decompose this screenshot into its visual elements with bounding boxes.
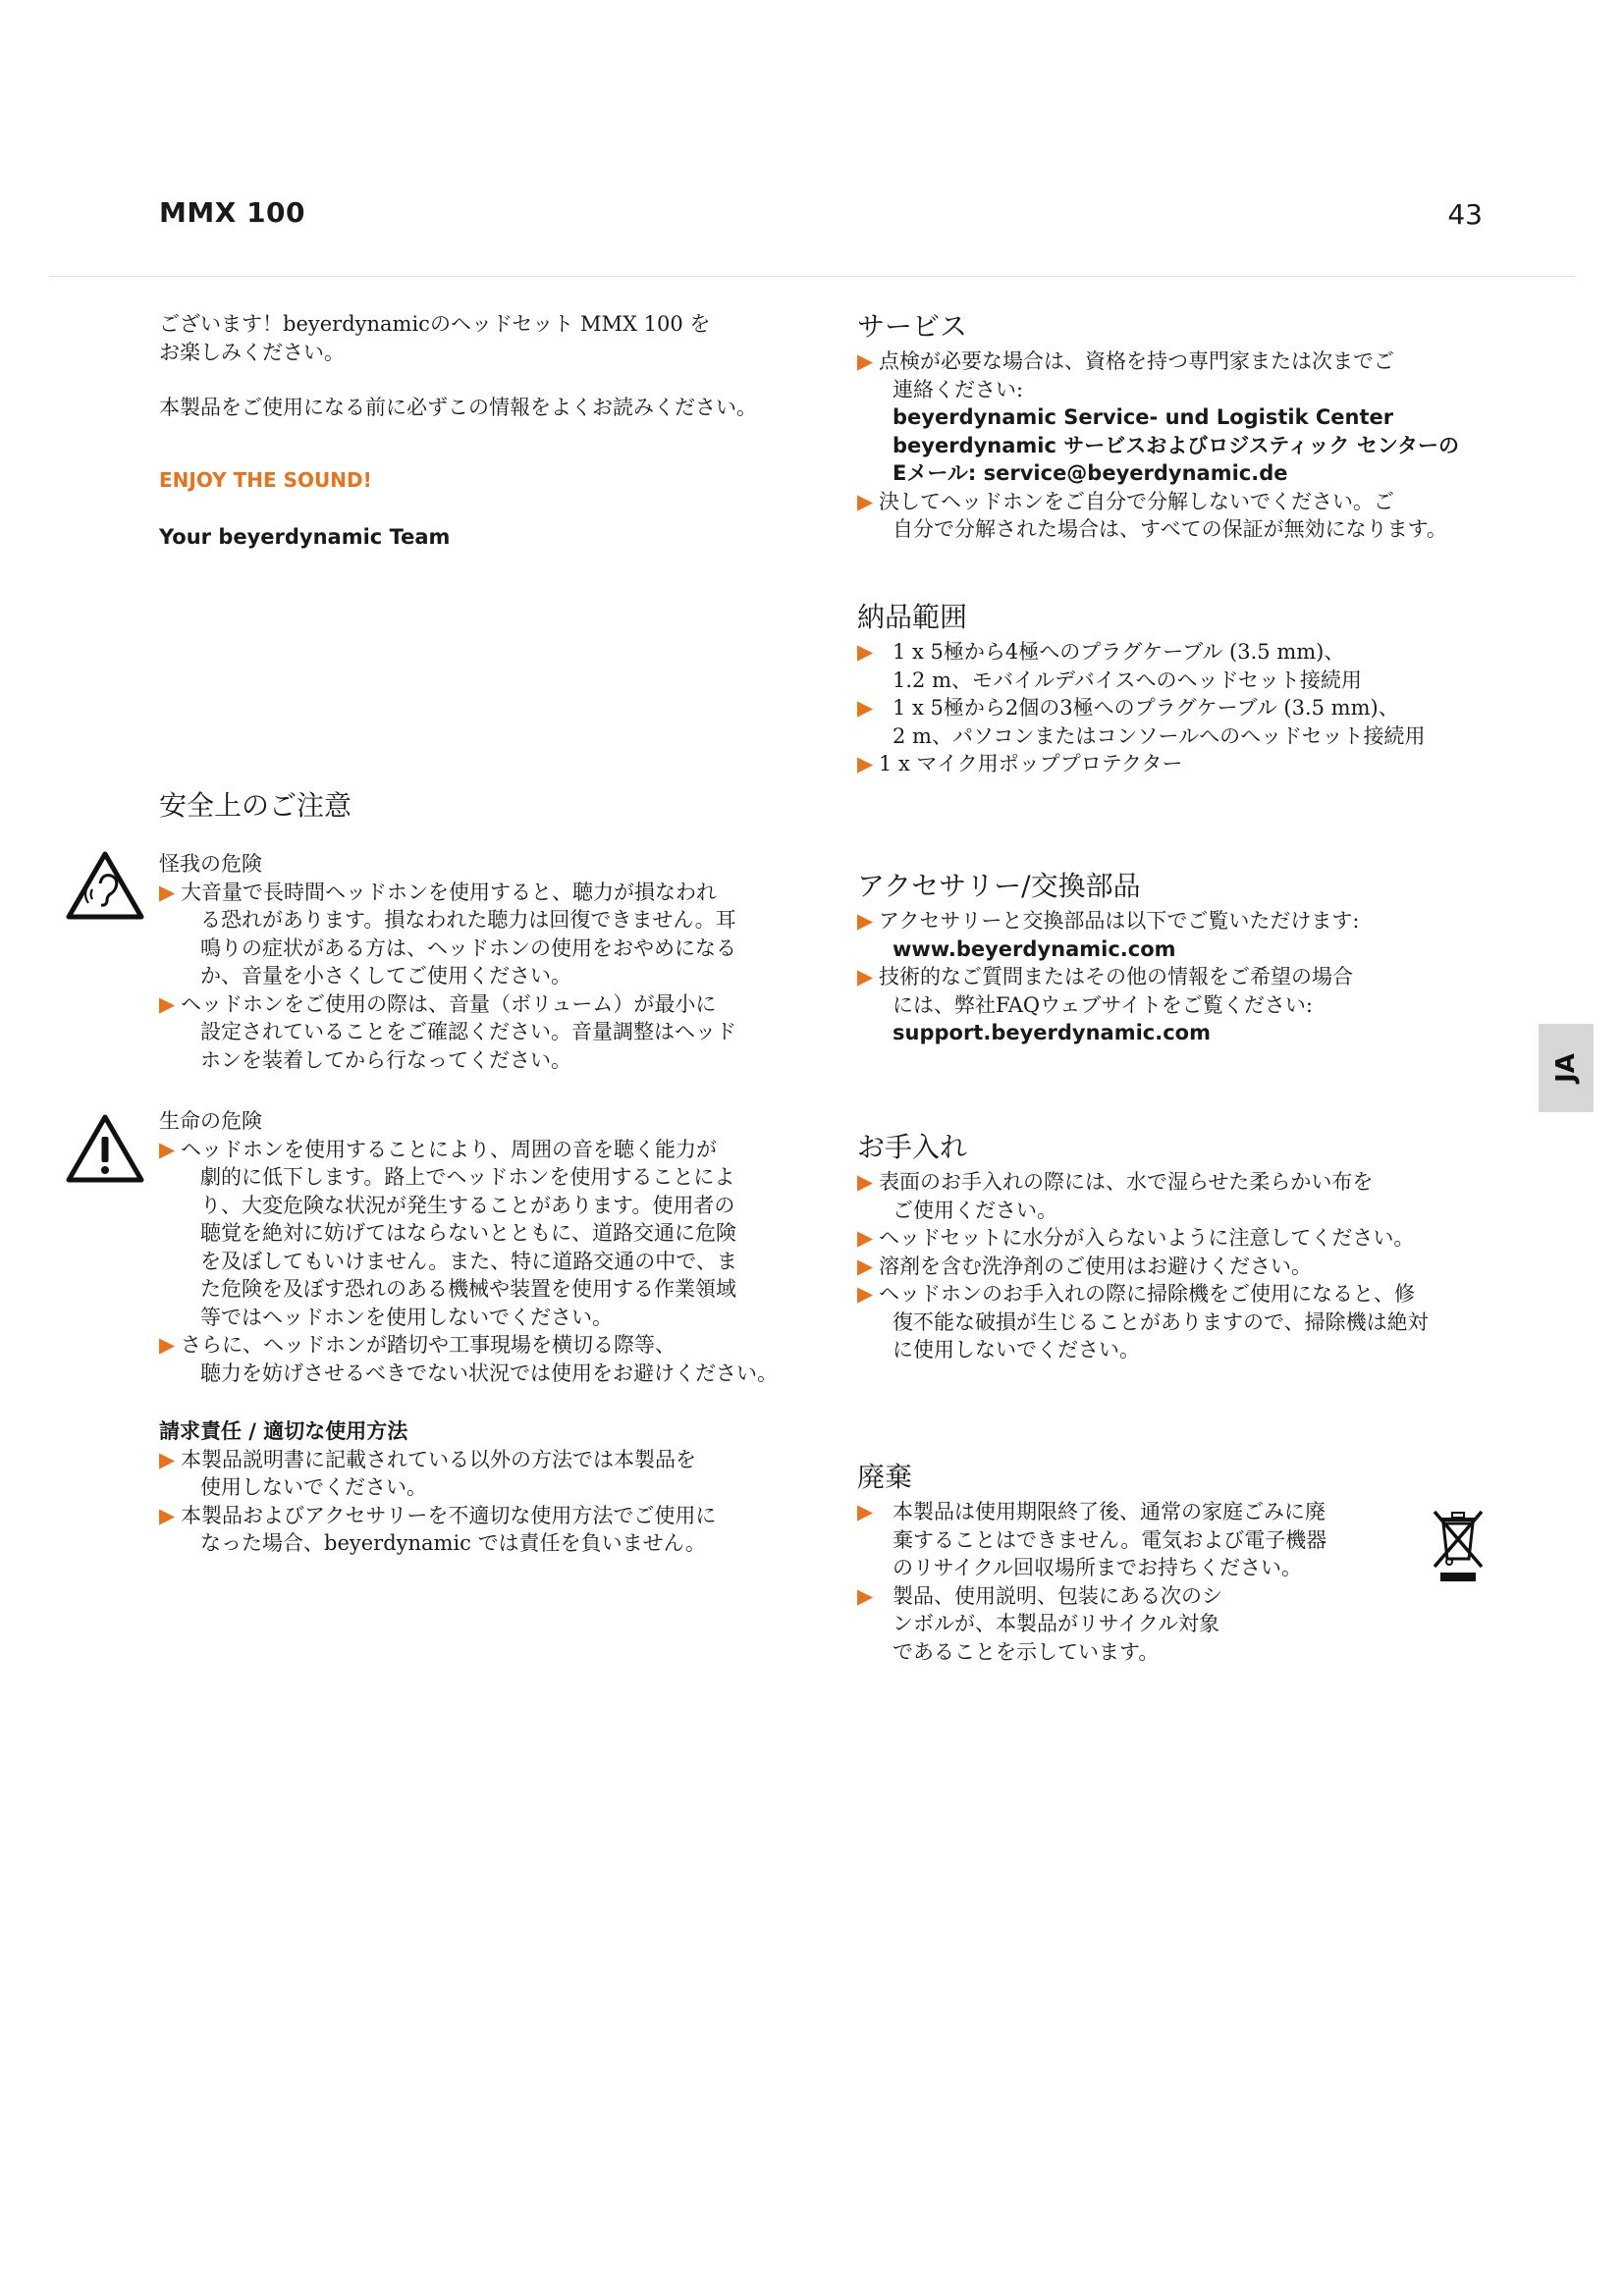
bullet-marker: ▶ [857, 1500, 874, 1523]
bullet-marker: ▶ [159, 1447, 176, 1471]
item-line: 連絡ください: [893, 377, 1024, 401]
section-title: アクセサリー/交換部品 [857, 870, 1141, 902]
item-line: 聴力を妨げさせるべきでない状況では使用をお避けください。 [200, 1361, 778, 1385]
section-title: サービス [857, 310, 968, 343]
item-line: 決してヘッドホンをご自分で分解しないでください。ご [879, 489, 1394, 513]
team-signature: Your beyerdynamic Team [159, 525, 451, 549]
service-center-name: beyerdynamic Service- und Logistik Center [893, 405, 1394, 429]
life-block [159, 1107, 787, 1387]
list-item [159, 990, 787, 1019]
scope-section [857, 601, 1486, 778]
list-item [857, 488, 1486, 516]
crossed-bin-icon [1429, 1508, 1488, 1584]
item-line: ヘッドホンのお手入れの際に掃除機をご使用になると、修 [879, 1282, 1415, 1306]
item-line: 大音量で長時間ヘッドホンを使用すると、聴力が損なわれ [181, 880, 717, 904]
item-line: 2 m、パソコンまたはコンソールへのヘッドセット接続用 [893, 723, 1426, 748]
item-line: ホンを装着してから行なってください。 [200, 1047, 571, 1072]
section-title: 安全上のご注意 [159, 789, 352, 822]
item-line: 鳴りの症状がある方は、ヘッドホンの使用をおやめになる [200, 935, 736, 960]
list-item [857, 1253, 1486, 1281]
service-email: Eメール: service@beyerdynamic.de [893, 461, 1288, 485]
list-item [159, 879, 787, 907]
list-item [159, 1331, 787, 1360]
bullet-marker: ▶ [857, 1254, 874, 1278]
warning-triangle-icon [65, 1113, 145, 1184]
item-line: 本製品説明書に記載されている以外の方法では本製品を [181, 1447, 696, 1471]
item-line: り、大変危険な状況が発生することがあります。使用者の [200, 1193, 735, 1217]
list-item [857, 694, 1486, 750]
bullet-marker: ▶ [857, 909, 874, 933]
item-line: 製品、使用説明、包装にある次のシ [893, 1583, 1222, 1608]
item-line: ご使用ください。 [893, 1198, 1057, 1222]
item-line: 棄することはできません。電気および電子機器 [893, 1527, 1327, 1552]
bullet-marker: ▶ [857, 752, 874, 775]
item-line: 本製品およびアクセサリーを不適切な使用方法でご使用に [181, 1503, 717, 1527]
item-continuation [159, 1360, 787, 1388]
item-line: であることを示しています。 [893, 1639, 1160, 1664]
bullet-marker: ▶ [159, 1333, 176, 1357]
item-line: 使用しないでください。 [200, 1475, 427, 1499]
slogan: ENJOY THE SOUND! [159, 467, 372, 492]
list-item [857, 1280, 1486, 1308]
item-continuation [159, 1163, 787, 1331]
list-item [159, 1136, 787, 1164]
item-line: 表面のお手入れの際には、水で湿らせた柔らかい布を [879, 1170, 1374, 1194]
intro-line: ございます！beyerdynamicのヘッドセット MMX 100 を [159, 312, 711, 336]
accessories-section [857, 870, 1486, 1047]
bullet-marker: ▶ [159, 991, 176, 1016]
bullet-marker: ▶ [857, 1282, 874, 1306]
section-title: 廃棄 [857, 1461, 913, 1493]
language-code: JA [1550, 1053, 1581, 1083]
list-item [857, 347, 1486, 376]
intro-line: 本製品をご使用になる前に必ずこの情報をよくお読みください。 [159, 396, 757, 419]
item-continuation [857, 1197, 1486, 1225]
item-line: 点検が必要な場合は、資格を持つ専門家または次までご [879, 349, 1394, 373]
item-line: ヘッドセットに水分が入らないように注意してください。 [879, 1226, 1415, 1250]
item-line: 溶剤を含む洗浄剤のご使用はお避けください。 [879, 1254, 1312, 1278]
item-continuation [857, 515, 1486, 544]
list-item [159, 1502, 787, 1530]
website-link[interactable]: www.beyerdynamic.com [893, 936, 1176, 961]
bullet-marker: ▶ [857, 640, 874, 664]
item-continuation [159, 1018, 787, 1074]
item-line: ヘッドホンを使用することにより、周囲の音を聴く能力が [181, 1137, 717, 1161]
item-line: 技術的なご質問またはその他の情報をご希望の場合 [879, 965, 1353, 988]
safety-section [159, 789, 787, 827]
support-link[interactable]: support.beyerdynamic.com [893, 1021, 1211, 1044]
bullet-marker: ▶ [857, 696, 874, 720]
item-line: には、弊社FAQウェブサイトをご覧ください: [893, 992, 1313, 1017]
item-line: なった場合、beyerdynamic では責任を負いません。 [200, 1531, 706, 1555]
item-line: 本製品は使用期限終了後、通常の家庭ごみに廃 [893, 1500, 1326, 1523]
bullet-marker: ▶ [857, 489, 874, 513]
item-line: のリサイクル回収場所までお持ちください。 [893, 1556, 1303, 1579]
subsection-heading: 生命の危険 [159, 1109, 262, 1133]
item-line: 等ではヘッドホンを使用しないでください。 [200, 1305, 613, 1329]
item-line: 1 x マイク用ポッププロテクター [879, 752, 1183, 775]
header-divider [49, 276, 1575, 277]
list-item [857, 1168, 1486, 1197]
page-number: 43 [1447, 198, 1483, 231]
item-continuation [159, 1529, 787, 1558]
service-center-name: beyerdynamic サービスおよびロジスティック センターの [893, 433, 1459, 457]
item-continuation [857, 935, 1486, 964]
item-line: ンボルが、本製品がリサイクル対象 [893, 1612, 1220, 1635]
bullet-marker: ▶ [857, 349, 874, 373]
list-item [857, 638, 1486, 694]
intro-block [159, 310, 787, 552]
list-item [857, 963, 1486, 991]
intro-line: お楽しみください。 [159, 340, 345, 364]
care-section [857, 1131, 1486, 1364]
subsection-heading: 怪我の危険 [159, 852, 262, 876]
subsection-heading: 請求責任 / 適切な使用方法 [159, 1418, 408, 1443]
item-continuation [857, 376, 1486, 488]
item-line: ヘッドホンをご使用の際は、音量（ボリューム）が最小に [181, 991, 717, 1016]
item-continuation [857, 1308, 1486, 1364]
liability-block [159, 1417, 787, 1558]
item-line: 1 x 5極から2個の3極へのプラグケーブル (3.5 mm)、 [893, 696, 1399, 720]
item-line: た危険を及ぼす恐れのある機械や装置を使用する作業領域 [200, 1277, 736, 1301]
bullet-marker: ▶ [857, 965, 874, 988]
list-item [857, 1498, 1403, 1582]
service-section [857, 310, 1486, 544]
item-line: 設定されていることをご確認ください。音量調整はヘッド [200, 1020, 736, 1043]
document-title: MMX 100 [159, 196, 306, 229]
list-item [857, 1582, 1403, 1667]
list-item [857, 907, 1486, 935]
bullet-marker: ▶ [159, 1137, 176, 1161]
item-line: 自分で分解された場合は、すべての保証が無効になります。 [893, 517, 1447, 541]
item-line: 1.2 m、モバイルデバイスへのヘッドセット接続用 [893, 667, 1362, 692]
item-line: る恐れがあります。損なわれた聴力は回復できません。耳 [200, 908, 736, 932]
item-line: に使用しないでください。 [893, 1338, 1140, 1362]
item-line: 1 x 5極から4極へのプラグケーブル (3.5 mm)、 [893, 640, 1345, 664]
list-item [857, 1224, 1486, 1253]
language-tab [1539, 1024, 1594, 1112]
item-continuation [159, 906, 787, 990]
item-continuation [857, 991, 1486, 1047]
item-continuation [159, 1473, 787, 1502]
section-title: お手入れ [857, 1131, 968, 1163]
item-line: さらに、ヘッドホンが踏切や工事現場を横切る際等、 [181, 1333, 676, 1357]
item-line: 聴覚を絶対に妨げてはならないとともに、道路交通に危険 [200, 1221, 736, 1245]
disposal-section [857, 1461, 1486, 1666]
list-item [857, 750, 1486, 778]
item-line: 劇的に低下します。路上でヘッドホンを使用することによ [200, 1165, 735, 1189]
item-line: か、音量を小さくしてご使用ください。 [200, 964, 571, 988]
hearing-warning-icon [65, 850, 145, 921]
item-line: アクセサリーと交換部品は以下でご覧いただけます: [879, 909, 1360, 933]
item-line: を及ぼしてもいけません。また、特に道路交通の中で、ま [200, 1249, 737, 1273]
bullet-marker: ▶ [857, 1226, 874, 1250]
injury-block [159, 850, 787, 1074]
bullet-marker: ▶ [857, 1170, 874, 1194]
bullet-marker: ▶ [159, 1503, 176, 1527]
bullet-marker: ▶ [159, 880, 176, 904]
item-line: 復不能な破損が生じることがありますので、掃除機は絶対 [893, 1309, 1429, 1334]
bullet-marker: ▶ [857, 1583, 874, 1608]
list-item [159, 1446, 787, 1474]
section-title: 納品範囲 [857, 601, 968, 633]
